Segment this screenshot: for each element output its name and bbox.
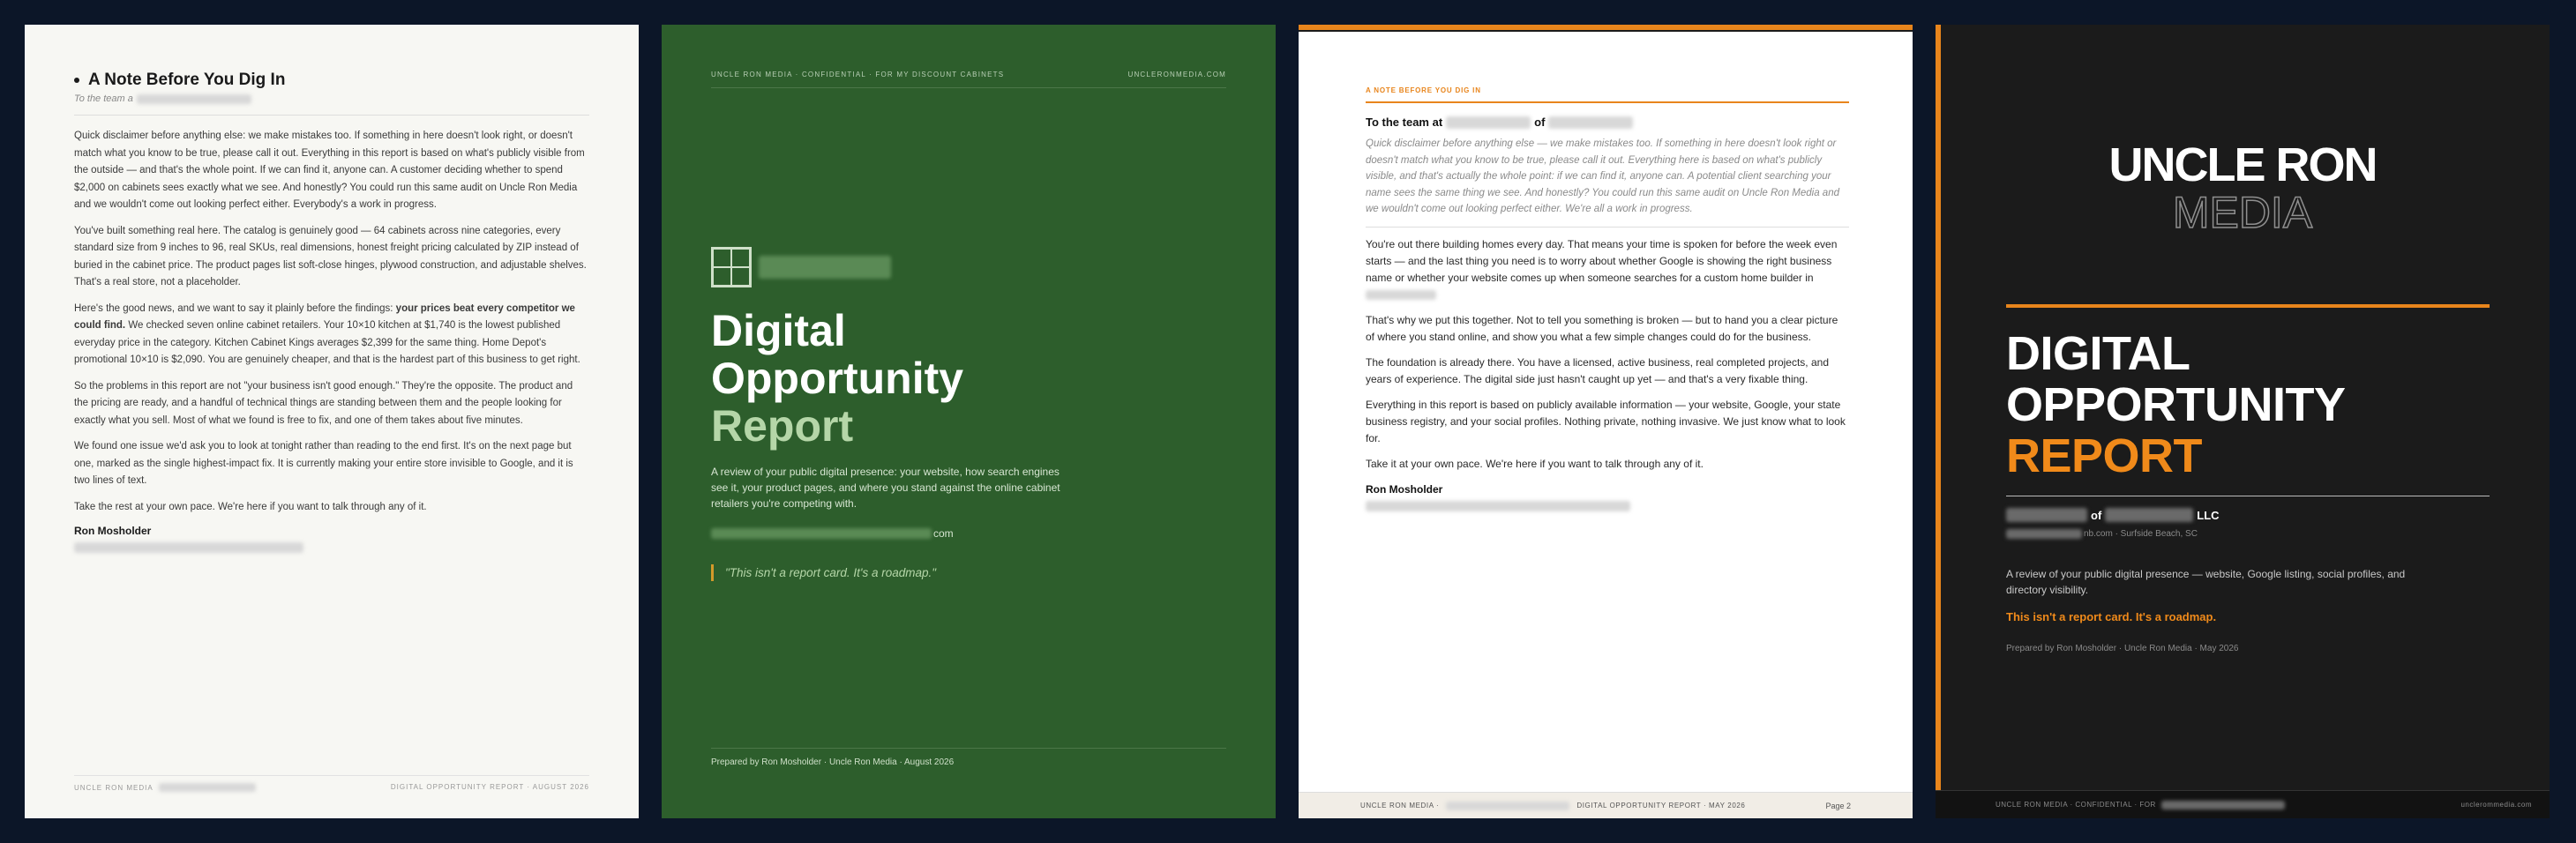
page-note-white bbox=[1299, 25, 1913, 818]
logo-media: MEDIA bbox=[2172, 188, 2313, 237]
grid-logo-icon bbox=[711, 247, 752, 287]
redacted-location bbox=[1366, 290, 1436, 300]
signature-name: Ron Mosholder bbox=[74, 525, 152, 537]
footer-left-text: UNCLE RON MEDIA bbox=[74, 783, 154, 792]
title-line: Opportunity bbox=[711, 354, 964, 403]
redacted-footer bbox=[159, 783, 256, 792]
title-line-accent: Report bbox=[711, 401, 854, 451]
client-location bbox=[2006, 529, 2198, 539]
cover-quote: "This isn't a report card. It's a roadmap." bbox=[711, 564, 936, 581]
addressee-prefix: To the team at bbox=[1366, 116, 1443, 129]
cover-title bbox=[2006, 328, 2346, 481]
cover-footer: Prepared by Ron Mosholder · Uncle Ron Media · August 2026 bbox=[711, 748, 1226, 767]
addressee-of: of bbox=[1534, 116, 1546, 129]
paragraph-text: You're out there building homes every day. That means your time is spoken for before the week even starts — and the last thing you need is to worry about whether Google is showing the right business name or whether your website comes up when someone searches for a custom home builder in bbox=[1366, 237, 1838, 284]
paragraph-bold: your prices beat every competitor we could find. bbox=[74, 302, 575, 331]
paragraph: So the problems in this report are not "your business isn't good enough." They're the opposite. The product and the pricing are ready, and a handful of technical things are standing between them and the people looking for exactly what you sell. Most of what we found is free to fix, and one of them takes about five minutes. bbox=[74, 380, 573, 426]
prepared-by: Prepared by Ron Mosholder · Uncle Ron Media · May 2026 bbox=[2006, 644, 2239, 653]
section-kicker: A NOTE BEFORE YOU DIG IN bbox=[1366, 86, 1849, 103]
page-cover-green bbox=[662, 25, 1276, 818]
redacted-client-name bbox=[759, 256, 891, 279]
footer-left bbox=[74, 783, 256, 792]
page-footer bbox=[1299, 792, 1913, 818]
note-subtitle-text: To the team a bbox=[74, 93, 133, 104]
client-url bbox=[711, 527, 954, 540]
redacted-domain bbox=[2006, 529, 2082, 539]
note-heading bbox=[74, 71, 589, 90]
paragraph: Take the rest at your own pace. We're here if you want to talk through any of it. bbox=[74, 501, 427, 512]
note-subtitle bbox=[74, 93, 589, 104]
paragraph: You've built something real here. The catalog is genuinely good — 64 cabinets across nine categories, every standard size from 9 inches to 96, real SKUs, real dimensions, honest freight pricing calculated by ZIP instead of buried in the cabinet price. The product pages list soft-close hinges, plywood construction, and adjustable shelves. That's a real store, not a placeholder. bbox=[74, 225, 587, 287]
paragraph-rest: We checked seven online cabinet retailers. Your 10×10 kitchen at $1,740 is the lowest published everyday price in the category. Kitchen Cabinet Kings averages $2,399 for the same thing. Home Depot's promotional 10×10 is $2,090. You are genuinely cheaper, and that is the hardest part of this business to get right. bbox=[74, 320, 580, 365]
biz-of: of bbox=[2091, 508, 2102, 522]
divider bbox=[74, 115, 589, 116]
cover-description: A review of your public digital presence — website, Google listing, social profiles, and directory visibility. bbox=[2006, 568, 2406, 596]
redacted-url bbox=[711, 528, 932, 539]
redacted-footer bbox=[2161, 801, 2285, 809]
redacted-name bbox=[137, 94, 251, 104]
top-left-text: UNCLE RON MEDIA · CONFIDENTIAL · FOR MY DISCOUNT CABINETS bbox=[711, 71, 1005, 78]
redacted-footer bbox=[1446, 802, 1569, 810]
note-content bbox=[74, 71, 589, 553]
biz-suffix: LLC bbox=[2197, 508, 2220, 522]
page-footer bbox=[1936, 790, 2550, 818]
bullet-icon bbox=[74, 78, 79, 83]
paragraph: We found one issue we'd ask you to look at tonight rather than reading to the end first. It's on the next page but one, marked as the single highest-impact fix. It is currently making your entire store invisible to Google, and it is two lines of text. bbox=[74, 441, 573, 486]
paragraph bbox=[74, 301, 589, 369]
logo-uncle-ron: UNCLE RON bbox=[2108, 138, 2377, 191]
redacted-name bbox=[1446, 116, 1531, 129]
paragraph: That's why we put this together. Not to tell you something is broken — but to hand you a clear picture of where you stand online, and show you what a few simple changes could do for the business. bbox=[1366, 313, 1838, 343]
redacted-signature-title bbox=[1366, 501, 1630, 511]
client-business bbox=[2006, 508, 2220, 522]
cover-title bbox=[711, 307, 963, 450]
title-line: Digital bbox=[711, 306, 846, 355]
paragraph: Take it at your own pace. We're here if you want to talk through any of it. bbox=[1366, 457, 1704, 470]
cover-description: A review of your public digital presence: your website, how search engines see it, your product pages, and where you stand against the online cabinet retailers you're competing with. bbox=[711, 466, 1060, 510]
page-footer bbox=[74, 775, 589, 792]
title-line: DIGITAL bbox=[2006, 327, 2190, 380]
client-brand bbox=[711, 247, 891, 287]
redacted-signature-title bbox=[74, 542, 303, 553]
page-note-cream bbox=[25, 25, 639, 818]
paragraph-lead: Here's the good news, and we want to say it plainly before the findings: bbox=[74, 302, 396, 314]
page-cover-dark bbox=[1936, 25, 2550, 818]
footer-left: UNCLE RON MEDIA · CONFIDENTIAL · FOR bbox=[1996, 801, 2156, 809]
redacted-company bbox=[1548, 116, 1633, 129]
location-text: nb.com · Surfside Beach, SC bbox=[2084, 529, 2198, 539]
signature-name: Ron Mosholder bbox=[1366, 482, 1443, 496]
paragraph: Everything in this report is based on publicly available information — your website, Google, your state business registry, and your social profiles. Nothing private, nothing invasive. We just know what to look for. bbox=[1366, 398, 1846, 444]
title-line-accent: REPORT bbox=[2006, 429, 2203, 482]
paragraph: The foundation is already there. You have a licensed, active business, real completed projects, and years of experience. The digital side just hasn't caught up yet — and that's a very fixable thing. bbox=[1366, 355, 1829, 385]
url-suffix: com bbox=[933, 527, 954, 540]
cover-top-bar bbox=[711, 71, 1226, 88]
accent-rule bbox=[2006, 304, 2490, 308]
top-right-text: UNCLERONMEDIA.COM bbox=[1127, 71, 1226, 78]
redacted-company bbox=[2105, 508, 2193, 522]
page-number: Page 2 bbox=[1825, 801, 1851, 810]
disclaimer-intro: Quick disclaimer before anything else — we make mistakes too. If something in here doesn't look right or doesn't match what you know to be true, please call it out. Everything here is based on what's publicly visible, and that's actually the whole point: if we can find it, anyone can. A potential client searching your name sees the same thing we see. And honestly? You could run this same audit on Uncle Ron Media and we wouldn't come out looking perfect either. We're all a work in progress. bbox=[1366, 136, 1849, 228]
note-heading-text: A Note Before You Dig In bbox=[88, 71, 286, 89]
footer-left: UNCLE RON MEDIA · bbox=[1360, 802, 1440, 809]
footer-right: unclerommedia.com bbox=[2460, 801, 2532, 809]
top-rule bbox=[1299, 30, 1913, 32]
addressee bbox=[1366, 116, 1849, 129]
paragraph bbox=[1366, 236, 1849, 303]
paragraph: Quick disclaimer before anything else: we make mistakes too. If something in here doesn't look right, or doesn't match what you know to be true, please call it out. Everything in this report is based on what's publicly visible from the outside — and that's the whole point. If we can find it, anyone can. A customer deciding whether to spend $2,000 on cabinets sees exactly what we see. And honestly? You could run this same audit on Uncle Ron Media and we wouldn't come out looking perfect either. Everybody's a work in progress. bbox=[74, 131, 585, 210]
footer-middle: DIGITAL OPPORTUNITY REPORT · MAY 2026 bbox=[1576, 802, 1746, 809]
footer-right: DIGITAL OPPORTUNITY REPORT · AUGUST 2026 bbox=[390, 783, 589, 791]
cover-tagline: This isn't a report card. It's a roadmap. bbox=[2006, 610, 2217, 623]
redacted-owner bbox=[2006, 508, 2087, 522]
note-content bbox=[1366, 86, 1849, 511]
title-line: OPPORTUNITY bbox=[2006, 378, 2346, 431]
